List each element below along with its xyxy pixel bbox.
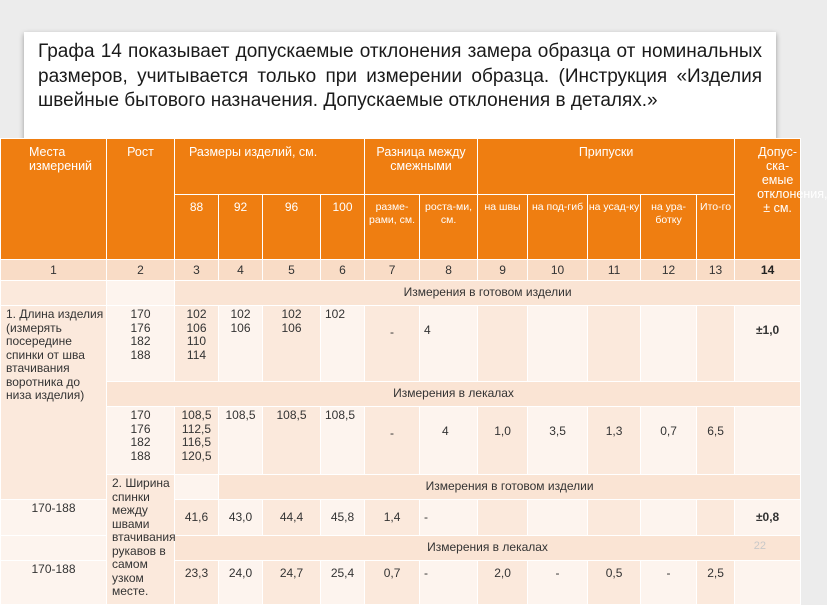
size-100: 100 <box>321 195 365 260</box>
row1-pattern-92: 108,5 <box>219 407 263 475</box>
row1-ready-100: 102 <box>321 306 365 382</box>
size-88: 88 <box>175 195 219 260</box>
column-numbers-row <box>1 260 801 281</box>
row1-ready-seams <box>478 306 528 382</box>
col-num: 8 <box>420 260 478 281</box>
row2-ready-hem <box>528 500 588 536</box>
row1-ready-92: 102 106 <box>219 306 263 382</box>
caption-text: Графа 14 показывает допускаемые отклонения замера образца от номинальных размеров, учитывается только при измерении образца. (Инструкция «Изделия швейные бытового назначения. Допускаемые отклонения в деталях.» <box>24 32 776 144</box>
diff-sizes: разме-рами, см. <box>365 195 420 260</box>
size-92: 92 <box>219 195 263 260</box>
row2-pattern-height: 170-188 <box>1 561 107 605</box>
row1-label: 1. Длина изделия (измерять посередине спинки от шва втачивания воротника до низа изделия) <box>1 306 107 500</box>
row1-pattern-88: 108,5 112,5 116,5 120,5 <box>175 407 219 475</box>
row1-pattern-diff-size: - <box>365 407 420 475</box>
col-num: 3 <box>175 260 219 281</box>
row2-ready-diff-size: 1,4 <box>365 500 420 536</box>
row1-pattern-tolerance <box>735 407 801 475</box>
col-num: 11 <box>588 260 641 281</box>
row2-pattern-88: 23,3 <box>175 561 219 605</box>
section-row <box>1 382 801 407</box>
allow-seams: на швы <box>478 195 528 260</box>
col-num: 2 <box>107 260 175 281</box>
row2-pattern-diff-height: - <box>420 561 478 605</box>
row2-pattern-100: 25,4 <box>321 561 365 605</box>
section-patterns: Измерения в лекалах <box>107 382 801 407</box>
section-ready: Измерения в готовом изделии <box>219 475 801 500</box>
row1-pattern-100: 108,5 <box>321 407 365 475</box>
col-num: 10 <box>528 260 588 281</box>
row2-pattern-work: - <box>641 561 697 605</box>
section-row <box>1 281 801 306</box>
col-num: 7 <box>365 260 420 281</box>
tolerance-table-area <box>0 138 827 600</box>
section-ready: Измерения в готовом изделии <box>175 281 801 306</box>
row2-pattern-96: 24,7 <box>263 561 321 605</box>
row1-pattern-shrink: 1,3 <box>588 407 641 475</box>
allow-shrink: на усад-ку <box>588 195 641 260</box>
header-difference: Разница между смежными <box>365 139 478 195</box>
row2-ready-100: 45,8 <box>321 500 365 536</box>
row2-ready-88: 41,6 <box>175 500 219 536</box>
section-patterns: Измерения в лекалах <box>175 536 801 561</box>
col-num: 6 <box>321 260 365 281</box>
row2-ready-92: 43,0 <box>219 500 263 536</box>
row2-pattern-tolerance <box>735 561 801 605</box>
allow-work: на ура-ботку <box>641 195 697 260</box>
col-num: 1 <box>1 260 107 281</box>
row2-pattern-92: 24,0 <box>219 561 263 605</box>
header-tolerance: Допус-ска-емые отклонения, ± см. <box>735 139 801 260</box>
col-num: 4 <box>219 260 263 281</box>
row2-pattern-diff-size: 0,7 <box>365 561 420 605</box>
col-num: 13 <box>697 260 735 281</box>
table-row <box>1 407 801 475</box>
row1-ready-96: 102 106 <box>263 306 321 382</box>
allow-total: Ито-го <box>697 195 735 260</box>
row2-pattern-total: 2,5 <box>697 561 735 605</box>
section-row <box>1 475 801 500</box>
row2-ready-shrink <box>588 500 641 536</box>
row1-ready-diff-size: - <box>365 306 420 382</box>
row2-label: 2. Ширина спинки между швами втачивания рукавов в самом узком месте. <box>107 475 175 605</box>
diff-heights: роста-ми, см. <box>420 195 478 260</box>
row1-pattern-seams: 1,0 <box>478 407 528 475</box>
row1-ready-88: 102 106 110 114 <box>175 306 219 382</box>
allow-hem: на под-гиб <box>528 195 588 260</box>
row1-ready-tolerance: ±1,0 <box>735 306 801 382</box>
row1-pattern-hem: 3,5 <box>528 407 588 475</box>
header-places: Места измерений <box>1 139 107 260</box>
col-num: 5 <box>263 260 321 281</box>
row2-ready-seams <box>478 500 528 536</box>
table-row <box>1 306 801 382</box>
page-number: 22 <box>753 540 766 552</box>
row2-ready-work <box>641 500 697 536</box>
row2-pattern-hem: - <box>528 561 588 605</box>
row2-ready-diff-height: - <box>420 500 478 536</box>
header-allowances: Припуски <box>478 139 735 195</box>
header-height: Рост <box>107 139 175 260</box>
row1-pattern-total: 6,5 <box>697 407 735 475</box>
row1-ready-total <box>697 306 735 382</box>
row1-pattern-diff-height: 4 <box>420 407 478 475</box>
row2-pattern-seams: 2,0 <box>478 561 528 605</box>
header-row <box>1 139 801 195</box>
tolerance-table <box>0 138 827 605</box>
col-num: 9 <box>478 260 528 281</box>
row1-ready-shrink <box>588 306 641 382</box>
row2-ready-height: 170-188 <box>1 500 107 536</box>
header-sizes: Размеры изделий, см. <box>175 139 365 195</box>
row1-ready-hem <box>528 306 588 382</box>
size-96: 96 <box>263 195 321 260</box>
row1-pattern-96: 108,5 <box>263 407 321 475</box>
row2-ready-total <box>697 500 735 536</box>
row1-pattern-work: 0,7 <box>641 407 697 475</box>
col-num: 12 <box>641 260 697 281</box>
col-num: 14 <box>735 260 801 281</box>
row1-ready-work <box>641 306 697 382</box>
row1-pattern-height: 170 176 182 188 <box>107 407 175 475</box>
row1-ready-diff-height: 4 <box>420 306 478 382</box>
row1-ready-height: 170 176 182 188 <box>107 306 175 382</box>
row2-ready-tolerance: ±0,8 <box>735 500 801 536</box>
row2-pattern-shrink: 0,5 <box>588 561 641 605</box>
row2-ready-96: 44,4 <box>263 500 321 536</box>
